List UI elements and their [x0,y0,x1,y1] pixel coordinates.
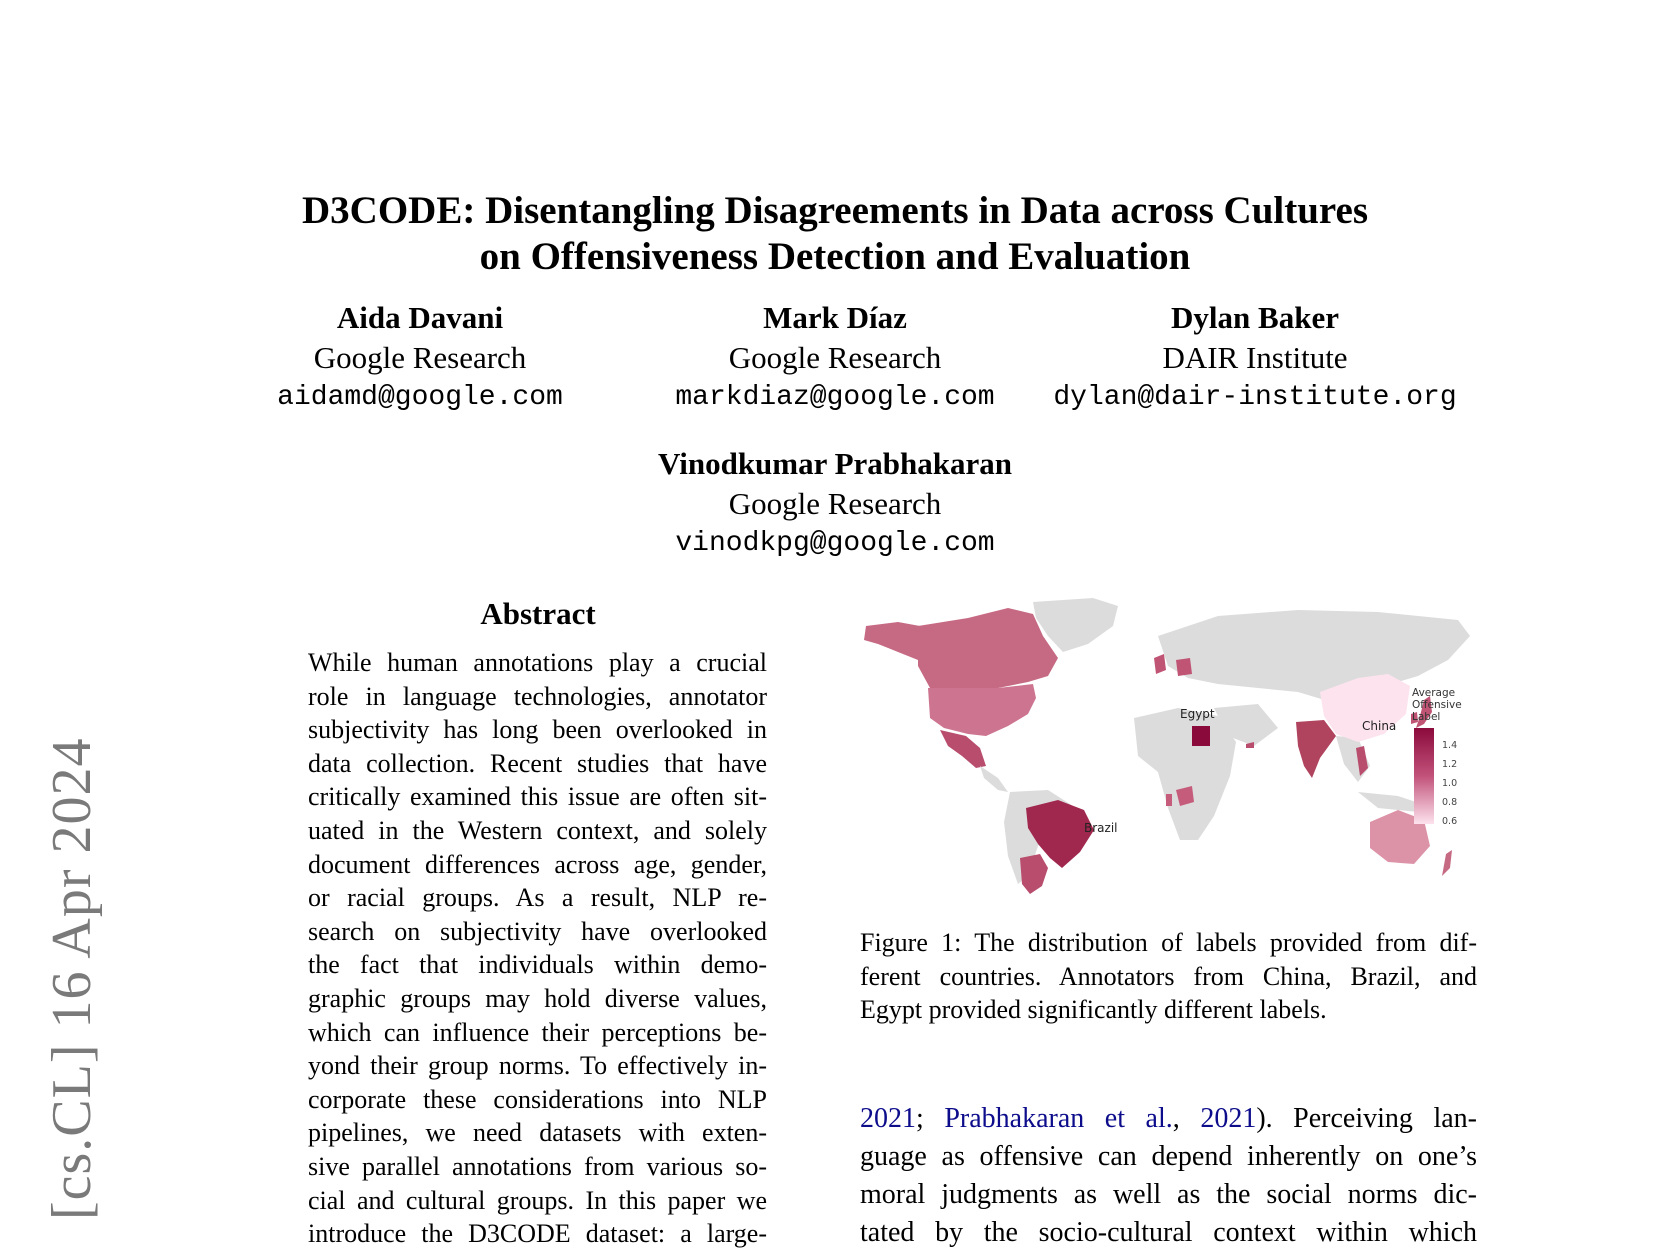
country-canada [918,608,1058,688]
abstract-line: role in language technologies, annotator [308,681,767,711]
body-fragment: ). Perceiving lan- [1256,1103,1477,1134]
title-line-2: on Offensiveness Detection and Evaluation [479,235,1191,278]
country-usa-alaska [864,622,920,660]
abstract-line: graphic groups may hold diverse values, [308,983,767,1013]
country-argentina [1020,854,1048,894]
caption-line: Egypt provided significantly different labels. [860,995,1327,1025]
paper-title [0,188,1654,280]
abstract-line: introduce the D3CODE dataset: a large- [308,1219,767,1249]
caption-line: ferent countries. Annotators from China, Brazil, and [860,961,1477,991]
author-affiliation: DAIR Institute [1162,340,1348,375]
author-email[interactable]: dylan@dair-institute.org [1053,382,1457,413]
abstract-line: the fact that individuals within demo- [308,950,767,980]
abstract-line: yond their group norms. To effectively in- [308,1051,767,1081]
abstract-line: cial and cultural groups. In this paper we [308,1185,767,1215]
body-text [860,1100,1477,1252]
punctuation: ; [916,1103,945,1134]
color-legend [1412,687,1462,827]
author-email[interactable]: vinodkpg@google.com [675,528,995,559]
figure-world-map [858,596,1480,896]
abstract-line: uated in the Western context, and solely [308,815,767,845]
author-name: Dylan Baker [1171,300,1339,335]
abstract-line: While human annotations play a crucial [308,648,767,677]
citation-link[interactable]: 2021 [1200,1103,1257,1134]
abstract-line: subjectivity has long been overlooked in [308,715,767,745]
legend-tick: 1.2 [1442,759,1458,770]
abstract-line: corporate these considerations into NLP [308,1084,767,1114]
abstract-line: critically examined this issue are often sit- [308,782,767,812]
body-line: moral judgments as well as the social norms dic- [860,1179,1477,1210]
abstract-line: or racial groups. As a result, NLP re- [308,883,767,913]
author-affiliation: Google Research [728,486,942,521]
author-affiliation: Google Research [313,340,527,375]
author-name: Vinodkumar Prabhakaran [657,446,1012,481]
country-india [1296,720,1336,778]
map-label-china: China [1362,719,1397,733]
country-germany [1176,658,1192,676]
punctuation: , [1172,1103,1201,1134]
author-block [1045,298,1465,418]
author-email[interactable]: aidamd@google.com [277,382,563,413]
country-mexico [940,730,986,768]
author-name: Mark Díaz [763,300,907,335]
country-new-zealand [1442,850,1452,876]
abstract-line: sive parallel annotations from various so- [308,1151,767,1181]
legend-title-line: Average [1412,687,1456,699]
legend-title-line: Label [1412,711,1441,723]
abstract-body [308,646,767,1251]
title-line-1: D3CODE: Disentangling Disagreements in Data across Cultures [301,189,1368,232]
abstract-line: which can influence their perceptions be- [308,1017,767,1047]
body-line: guage as offensive can depend inherently on one’s [860,1141,1477,1172]
arxiv-stamp: [cs.CL] 16 Apr 2024 [41,737,103,1220]
country-uk [1154,654,1166,674]
legend-tick: 0.6 [1442,816,1458,827]
country-ghana [1166,794,1172,806]
citation-link[interactable]: Prabhakaran et al. [944,1103,1173,1134]
author-email[interactable]: markdiaz@google.com [675,382,995,413]
legend-tick: 1.4 [1442,740,1458,751]
author-affiliation: Google Research [728,340,942,375]
author-block [670,298,1000,418]
author-name: Aida Davani [336,300,504,335]
citation-link[interactable]: 2021 [860,1103,916,1134]
abstract-line: document differences across age, gender, [308,849,767,879]
map-label-brazil: Brazil [1084,821,1118,835]
author-block [270,298,570,418]
caption-line: Figure 1: The distribution of labels provided from dif- [860,928,1477,957]
body-line: tated by the socio-cultural context within which [860,1217,1477,1248]
region-africa [1134,708,1236,840]
abstract-line: data collection. Recent studies that have [308,748,767,778]
abstract-heading: Abstract [480,596,596,631]
country-egypt [1192,726,1210,746]
world-map-svg [858,596,1480,896]
body-line [860,1100,1477,1138]
figure-caption [860,926,1477,1027]
author-block [620,444,1050,564]
legend-title-line: Offensive [1412,699,1462,711]
country-usa [928,684,1036,736]
legend-tick: 0.8 [1442,797,1458,808]
region-central-america [980,766,1008,792]
abstract-line: pipelines, we need datasets with exten- [308,1118,767,1148]
map-label-egypt: Egypt [1180,707,1215,721]
abstract-line: search on subjectivity have overlooked [308,916,767,946]
legend-tick: 1.0 [1442,778,1458,789]
legend-color-bar [1414,728,1434,824]
